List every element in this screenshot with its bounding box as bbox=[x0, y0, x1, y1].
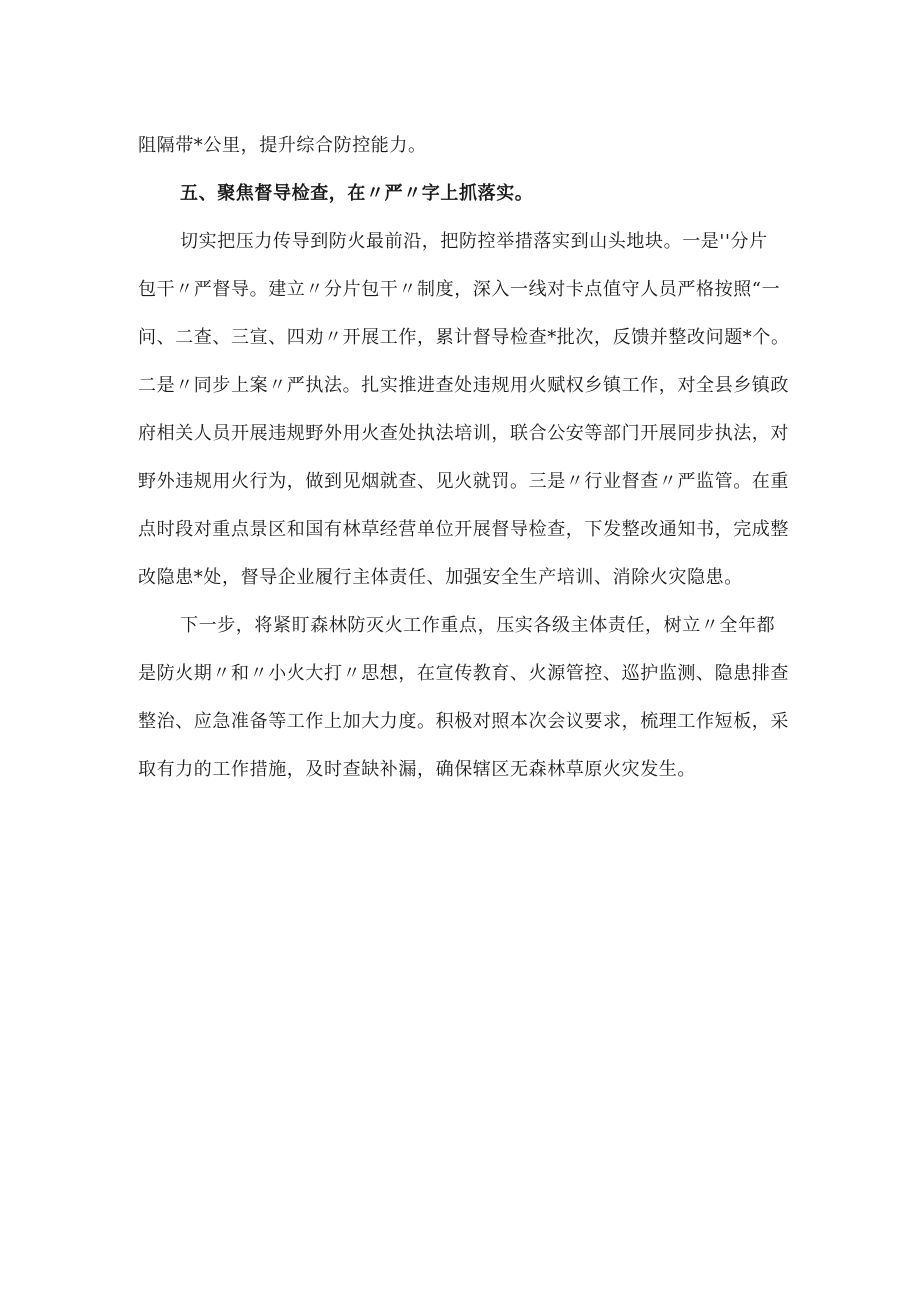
text-line: 点时段对重点景区和国有林草经营单位开展督导检查，下发整改通知书，完成整 bbox=[138, 519, 789, 540]
text-line: 改隐患*处，督导企业履行主体责任、加强安全生产培训、消除火灾隐患。 bbox=[138, 567, 743, 588]
document-page bbox=[138, 122, 788, 794]
text-line: 包干〃严督导。建立〃分片包干〃制度，深入一线对卡点值守人员严格按照“一 bbox=[138, 279, 781, 300]
section-heading: 五、聚焦督导检查，在〃严〃字上抓落实。 bbox=[180, 183, 534, 204]
text-line: 是防火期〃和〃小火大打〃思想，在宣传教育、火源管控、巡护监测、隐患排查 bbox=[138, 663, 789, 684]
text-line: 取有力的工作措施，及时查缺补漏，确保辖区无森林草原火灾发生。 bbox=[138, 759, 696, 780]
text-line: 切实把压力传导到防火最前沿，把防控举措落实到山头地块。一是''分片 bbox=[180, 231, 768, 252]
text-line: 府相关人员开展违规野外用火查处执法培训，联合公安等部门开展同步执法，对 bbox=[138, 423, 789, 444]
text-line: 二是〃同步上案〃严执法。扎实推进查处违规用火赋权乡镇工作，对全县乡镇政 bbox=[138, 375, 789, 396]
text-line: 整治、应急准备等工作上加大力度。积极对照本次会议要求，梳理工作短板，采 bbox=[138, 711, 789, 732]
text-line: 下一步，将紧盯森林防灭火工作重点，压实各级主体责任，树立〃全年都 bbox=[180, 615, 776, 636]
text-line: 野外违规用火行为，做到见烟就查、见火就罚。三是〃行业督查〃严监管。在重 bbox=[138, 471, 789, 492]
text-line: 问、二查、三宣、四劝〃开展工作，累计督导检查*批次，反馈并整改问题*个。 bbox=[138, 327, 790, 348]
text-line: 阻隔带*公里，提升综合防控能力。 bbox=[138, 135, 427, 156]
